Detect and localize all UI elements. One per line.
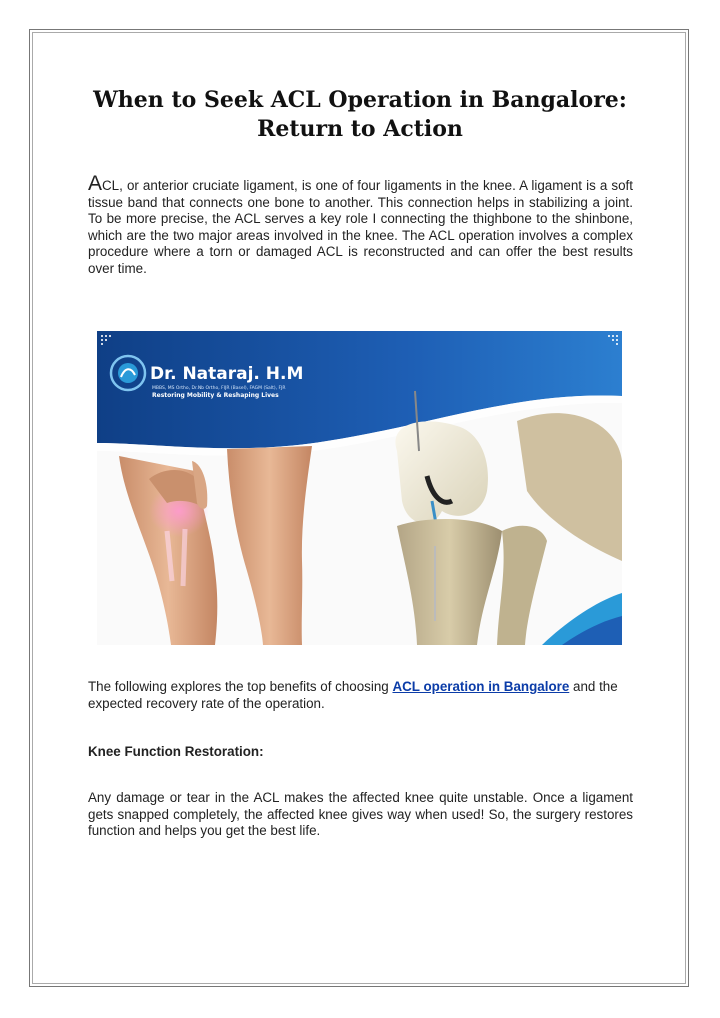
benefits-text-before: The following explores the top benefits of choosing <box>88 679 393 694</box>
page-title: When to Seek ACL Operation in Bangalore: Return to Action <box>93 87 627 142</box>
hero-image <box>97 331 622 645</box>
brand-name: Dr. Nataraj. H.M <box>150 364 304 384</box>
brand-tagline: Restoring Mobility & Reshaping Lives <box>152 392 279 399</box>
drop-letter: A <box>88 172 103 195</box>
intro-text: CL, or anterior cruciate ligament, is one of four ligaments in the knee. A ligament is a soft tissue band that connects one bone to another. This connection helps in stabilizing a joint. To be more precise, the ACL serves a key role I connecting the thighbone to the shinbone, which are the two major areas involved in the knee. The ACL operation involves a complex procedure where a torn or damaged ACL is reconstructed and can offer the best results over time. <box>88 178 633 276</box>
acl-operation-link[interactable]: ACL operation in Bangalore <box>392 679 570 694</box>
benefits-text-after: and the expected recovery rate of the operation. <box>88 679 618 711</box>
brand-credentials: MBBS, MS Ortho, Dr.Nb Ortho, FIJR (Basel), FAGM (Salt), FJR <box>152 386 286 391</box>
section-paragraph: Any damage or tear in the ACL makes the affected knee quite unstable. Once a ligament gets snapped completely, the affected knee gives way when used! So, the surgery restores function and helps you get the best life. <box>88 790 633 839</box>
section-heading: Knee Function Restoration: <box>88 744 264 759</box>
benefits-paragraph <box>88 679 638 712</box>
intro-paragraph <box>88 172 633 278</box>
